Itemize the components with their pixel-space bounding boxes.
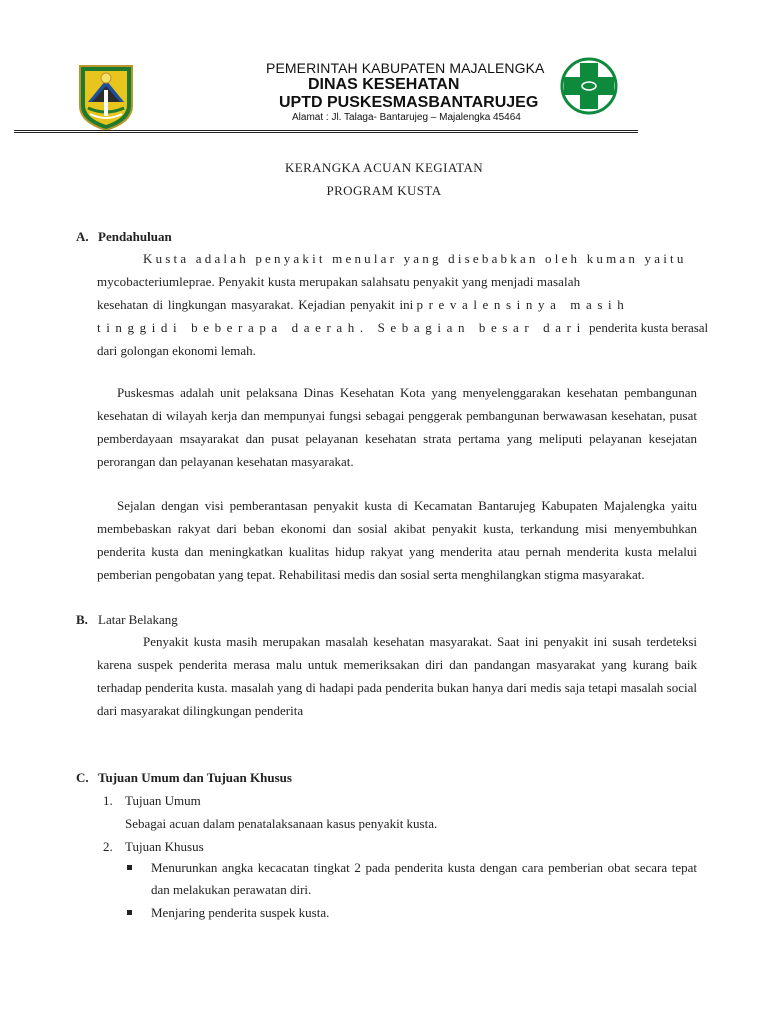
bullet-icon [127, 865, 132, 870]
letterhead-department: DINAS KESEHATAN [308, 76, 460, 93]
bullet-item [127, 857, 697, 901]
letterhead-address: Alamat : Jl. Talaga- Bantarujeg – Majalengka 45464 [292, 112, 521, 123]
paragraph-text: Puskesmas adalah unit pelaksana Dinas Kesehatan Kota yang menyelenggarakan kesehatan pembangunan kesehatan di wilayah kerja dan mempunyai fungsi sebagai penggerak pembangunan berwawasan kesehatan, pusat pemberdayaan msayarakat dan pusat pelayanan kesehatan strata pertama yang meliputi pelayanan kesejatan perorangan dan pelayanan kesehatan masyarakat. [97, 385, 697, 469]
list-number: 1. [103, 793, 113, 808]
bullet-text: Menurunkan angka kecacatan tingkat 2 pada penderita kusta dengan cara pemberian obat secara tepat dan melakukan perawatan diri. [151, 860, 697, 897]
letterhead-divider [14, 132, 638, 133]
section-c-heading [76, 770, 292, 786]
list-item-title: Tujuan Khusus [125, 839, 204, 854]
document-title: KERANGKA ACUAN KEGIATAN [284, 160, 484, 175]
section-label: B. [76, 612, 88, 627]
section-b-paragraph-1 [97, 630, 697, 722]
section-title: Pendahuluan [98, 229, 172, 244]
section-a-heading [76, 229, 172, 245]
section-a-paragraph-3 [97, 494, 697, 586]
letterhead-unit: UPTD PUSKESMASBANTARUJEG [279, 94, 539, 111]
list-number: 2. [103, 839, 113, 854]
section-a-paragraph-2 [97, 381, 697, 473]
document-subtitle: PROGRAM KUSTA [326, 183, 442, 198]
paragraph-line: dari golongan ekonomi lemah. [97, 343, 256, 358]
paragraph-line: penderita kusta berasal [589, 320, 709, 335]
letterhead-divider [14, 130, 638, 131]
section-b-heading [76, 612, 178, 628]
paragraph-text: Sejalan dengan visi pemberantasan penyakit kusta di Kecamatan Bantarujeg Kabupaten Majalengka yaitu membebaskan rakyat dari beban ekonomi dan sosial akibat penyakit kusta, terkandung misi menyembuhkan penderita kusta dan meningkatkan kualitas hidup rakyat yang menderita atau pernah menderita kusta melalui pemberian pengobatan yang tepat. Rehabilitasi medis dan sosial serta menghilangkan stigma masyarakat. [97, 498, 697, 582]
list-item [103, 793, 201, 809]
majalengka-regency-crest-icon [76, 62, 136, 132]
section-label: C. [76, 770, 89, 785]
list-item [103, 839, 204, 855]
section-label: A. [76, 229, 89, 244]
paragraph-line: Kusta adalah penyakit menular yang disebabkan oleh kuman yaitu [143, 251, 687, 266]
list-item-title: Tujuan Umum [125, 793, 201, 808]
paragraph-line: prevalensinya masih [416, 297, 630, 312]
section-a-paragraph-1 [97, 247, 709, 362]
list-item-text: Sebagai acuan dalam penatalaksanaan kasus penyakit kusta. [125, 816, 438, 831]
puskesmas-cross-icon [556, 57, 622, 115]
section-title: Latar Belakang [98, 612, 178, 627]
paragraph-line: kesehatan di lingkungan masyarakat. Kejadian penyakit ini [97, 297, 414, 312]
section-title: Tujuan Umum dan Tujuan Khusus [98, 770, 292, 785]
bullet-icon [127, 910, 132, 915]
paragraph-line: mycobacteriumleprae. Penyakit kusta merupakan salahsatu penyakit yang menjadi masalah [97, 274, 581, 289]
paragraph-text: Penyakit kusta masih merupakan masalah kesehatan masyarakat. Saat ini penyakit ini susah terdeteksi karena suspek penderita merasa malu untuk memeriksakan diri dan pandangan masyarakat yang kurang baik terhadap penderita kusta. masalah yang di hadapi pada penderita bukan hanya dari medis saja tetapi masalah social dari masyarakat dilingkungan penderita [97, 634, 697, 718]
letterhead-government: PEMERINTAH KABUPATEN MAJALENGKA [266, 60, 545, 76]
bullet-item [127, 902, 697, 924]
bullet-text: Menjaring penderita suspek kusta. [151, 905, 330, 920]
paragraph-line: tinggidi beberapa daerah. Sebagian besar dari [97, 320, 586, 335]
